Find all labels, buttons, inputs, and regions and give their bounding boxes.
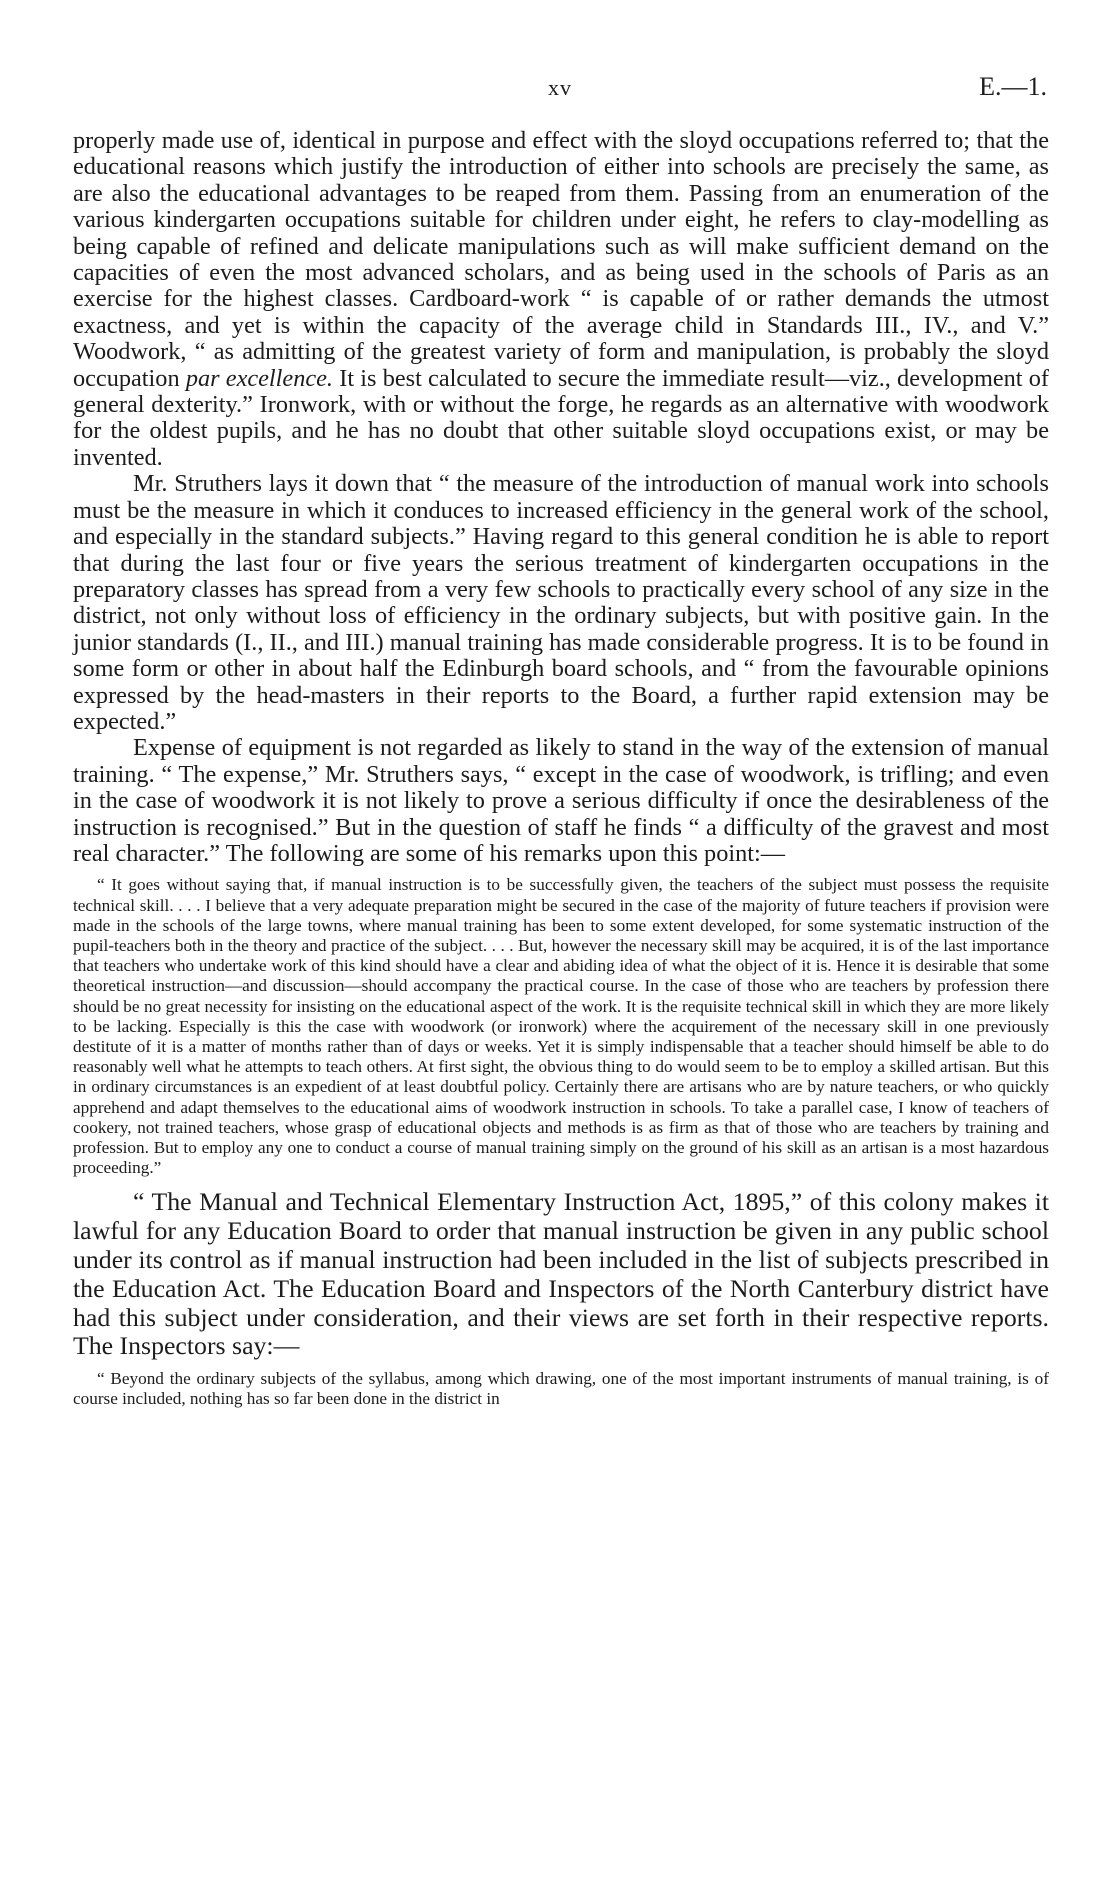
paragraph-1-text: properly made use of, identical in purpose and effect with the sloyd occupations referred to; that the educational reasons which justify the introduction of either into schools are precisely the same, as are also the educational advantages to be reaped from them. Passing from an enumeration of the various kindergarten occupations suitable for children under eight, he refers to clay-modelling as being capable of refined and delicate manipulations such as will make sufficient demand on the capacities of even the most advanced scholars, and as being used in the schools of Paris as an exercise for the highest classes. Cardboard-work “ is capable of or rather demands the utmost exactness, and yet is within the capacity of the average child in Standards III., IV., and V.” Woodwork, “ as admitting of the greatest variety of form and manipulation, is probably the sloyd occupation bbox=[73, 127, 1049, 392]
document-code: E.—1. bbox=[979, 72, 1047, 101]
body-text bbox=[73, 128, 1049, 1420]
paragraph-1 bbox=[73, 128, 1049, 471]
block-quote-1 bbox=[73, 875, 1049, 1178]
block-quote-1-text: “ It goes without saying that, if manual instruction is to be successfully given, the teachers of the subject must possess the requisite technical skill. . . . I believe that a very adequate preparation might be secured in the case of the majority of future teachers if provision were made in the schools of the large towns, where manual training has been to some extent developed, for some systematic instruction of the pupil-teachers both in the theory and practice of the subject. . . . But, however the necessary skill may be acquired, it is of the last importance that teachers who undertake work of this kind should have a clear and abiding idea of what the object of it is. Hence it is desirable that some theoretical instruction—and discussion—should accompany the practical course. In the case of those who are teachers by profession there should be no great necessity for insisting on the educational aspect of the work. It is the requisite technical skill in which they are more likely to be lacking. Especially is this the case with woodwork (or ironwork) where the acquirement of the necessary skill in one previously destitute of it is a matter of months rather than of days or weeks. Yet it is simply indispensable that a teacher should himself be able to do reasonably well what he attempts to teach others. At first sight, the obvious thing to do would seem to be to employ a skilled artisan. But this in ordinary circumstances is an expedient of at least doubtful policy. Certainly there are artisans who are by nature teachers, or who quickly apprehend and adapt themselves to the educational aims of woodwork instruction in schools. To take a parallel case, I know of teachers of cookery, not trained teachers, whose grasp of educational objects and methods is as firm as that of those who are teachers by training and profession. But to employ any one to conduct a course of manual training simply on the ground of his skill as an artisan is a most hazardous proceeding.” bbox=[73, 875, 1049, 1178]
block-quote-2 bbox=[73, 1369, 1049, 1409]
paragraph-2: Mr. Struthers lays it down that “ the measure of the introduction of manual work into schools must be the measure in which it conduces to increased efficiency in the general work of the school, and especially in the standard subjects.” Having regard to this general condition he is able to report that during the last four or five years the serious treatment of kindergarten occupations in the preparatory classes has spread from a very few schools to practically every school of any size in the district, not only without loss of efficiency in the ordinary subjects, but with positive gain. In the junior standards (I., II., and III.) manual training has made considerable progress. It is to be found in some form or other in about half the Edinburgh board schools, and “ from the favourable opinions expressed by the head-masters in their reports to the Board, a further rapid extension may be expected.” bbox=[73, 470, 1049, 735]
paragraph-4: “ The Manual and Technical Elementary Instruction Act, 1895,” of this colony makes it lawful for any Education Board to order that manual instruction be given in any public school under its control as if manual instruction had been included in the list of subjects prescribed in the Education Act. The Education Board and Inspectors of the North Canterbury district have had this subject under consideration, and their views are set forth in their respective reports. The Inspectors say:— bbox=[73, 1187, 1049, 1361]
block-quote-2-text: “ Beyond the ordinary subjects of the syllabus, among which drawing, one of the most important instruments of manual training, is of course included, nothing has so far been done in the district in bbox=[73, 1369, 1049, 1409]
paragraph-1-end: It is best calculated to secure the immediate result—viz., development of general dexterity.” Ironwork, with or without the forge, he regards as an alternative with woodwork for the oldest pupils, and he has no doubt that other suitable sloyd occupations exist, or may be invented. bbox=[73, 364, 1050, 471]
paragraph-1-italic: par excellence. bbox=[185, 364, 334, 392]
paragraph-3: Expense of equipment is not regarded as likely to stand in the way of the extension of manual training. “ The expense,” Mr. Struthers says, “ except in the case of woodwork, is trifling; and even in the case of woodwork it is not likely to prove a serious difficulty if once the desirableness of the instruction is recognised.” But in the question of staff he finds “ a difficulty of the gravest and most real character.” The following are some of his remarks upon this point:— bbox=[73, 734, 1049, 867]
page-number: xv bbox=[548, 75, 572, 100]
